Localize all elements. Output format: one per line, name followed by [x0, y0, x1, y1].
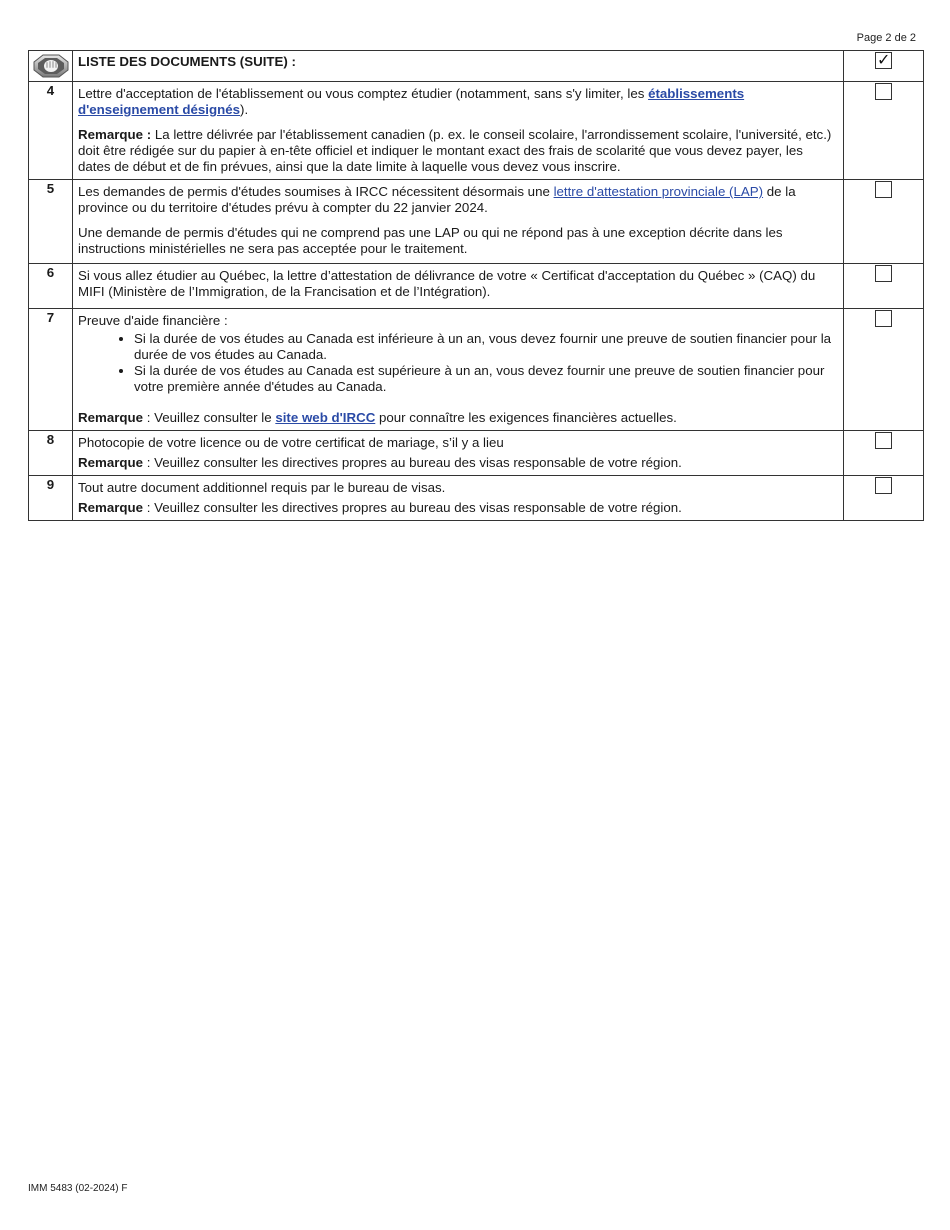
link-designated-institutions[interactable]: établissements d'enseignement désignés: [78, 86, 745, 117]
row-note: Remarque : Veuillez consulter les directives propres au bureau des visas responsable de votre région.: [78, 455, 682, 470]
row-number: 4: [29, 82, 73, 180]
row-number: 5: [29, 180, 73, 264]
header-checkmark-icon: [875, 52, 892, 69]
row-text: Si vous allez étudier au Québec, la lettre d’attestation de délivrance de votre « Certificat d'acceptation du Québec » (CAQ) du MIFI (Ministère de l’Immigration, de la Francisation et de l’Intégration).: [78, 268, 816, 299]
row-note: Remarque : La lettre délivrée par l'établissement canadien (p. ex. le conseil scolaire, l'arrondissement scolaire, l'université, etc.) doit être rédigée sur du papier à en-tête officiel et indiquer le montant exact des frais de scolarité que vous devez payer, les dates de début et de fin prévues, ainsi que la date limite à laquelle vous devez vous inscrire.: [78, 127, 832, 174]
row-number: 9: [29, 476, 73, 521]
row-note: Remarque : Veuillez consulter les directives propres au bureau des visas responsable de votre région.: [78, 500, 682, 515]
form-code-footer: IMM 5483 (02-2024) F: [28, 1183, 128, 1194]
checkbox-row-7[interactable]: [875, 310, 892, 327]
bullet-list: [78, 331, 838, 395]
row-text: Photocopie de votre licence ou de votre certificat de mariage, s’il y a lieu: [78, 435, 504, 450]
row-number: 7: [29, 309, 73, 431]
checkbox-row-8[interactable]: [875, 432, 892, 449]
table-row: [29, 476, 924, 521]
row-number: 8: [29, 431, 73, 476]
row-note: Une demande de permis d'études qui ne comprend pas une LAP ou qui ne répond pas à une exception décrite dans les instructions ministérielles ne sera pas acceptée pour le traitement.: [78, 225, 783, 256]
checkbox-row-9[interactable]: [875, 477, 892, 494]
table-header-row: [29, 51, 924, 82]
checkbox-row-4[interactable]: [875, 83, 892, 100]
table-row: [29, 309, 924, 431]
checkbox-row-5[interactable]: [875, 181, 892, 198]
row-text: Les demandes de permis d'études soumises à IRCC nécessitent désormais une lettre d'attestation provinciale (LAP) de la province ou du territoire d'études prévu à compter du 22 janvier 2024.: [78, 184, 796, 215]
page-number: Page 2 de 2: [856, 32, 916, 44]
list-item: • Si la durée de vos études au Canada est inférieure à un an, vous devez fournir une preuve de soutien financier pour la durée de vos études au Canada.: [134, 331, 838, 363]
row-note: Remarque : Veuillez consulter le site web d'IRCC pour connaître les exigences financières actuelles.: [78, 410, 677, 425]
row-text: Tout autre document additionnel requis par le bureau de visas.: [78, 480, 446, 495]
row-text: Preuve d'aide financière :: [78, 313, 228, 328]
row-number: 6: [29, 264, 73, 309]
table-row: [29, 264, 924, 309]
link-ircc-website[interactable]: site web d'IRCC: [275, 410, 376, 425]
list-item: • Si la durée de vos études au Canada est supérieure à un an, vous devez fournir une preuve de soutien financier pour votre première année d'études au Canada.: [134, 363, 838, 395]
checkbox-row-6[interactable]: [875, 265, 892, 282]
stop-hand-icon: [29, 53, 72, 79]
table-row: [29, 431, 924, 476]
link-provincial-attestation-letter[interactable]: lettre d'attestation provinciale (LAP): [553, 184, 764, 199]
table-row: [29, 82, 924, 180]
table-row: [29, 180, 924, 264]
document-checklist-table: [28, 50, 924, 521]
section-title: LISTE DES DOCUMENTS (SUITE) :: [73, 51, 844, 82]
row-text: Lettre d'acceptation de l'établissement ou vous comptez étudier (notamment, sans s'y limiter, les établissements d'enseignement désignés).: [78, 86, 745, 117]
